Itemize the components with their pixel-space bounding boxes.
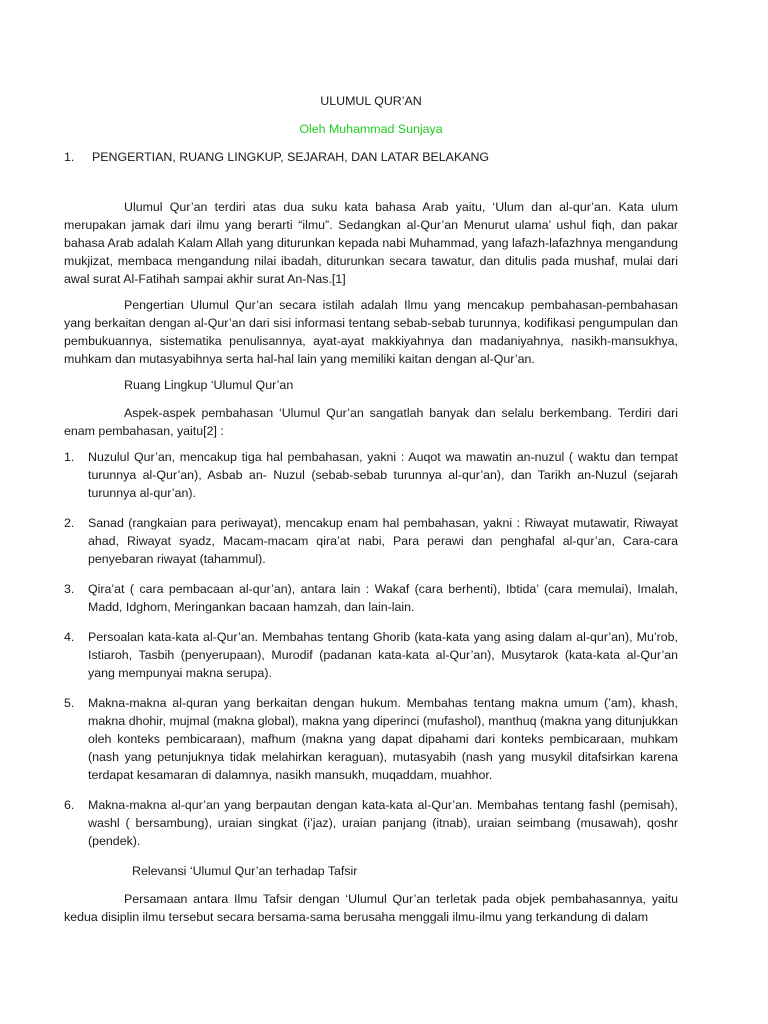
list-text: Nuzulul Qur’an, mencakup tiga hal pembahasan, yakni : Auqot wa mawatin an-nuzul ( waktu dan tempat turunnya al-Qur’an), Asbab an- Nuzul (sebab-sebab turunnya al-qur’an), dan Tarikh an-Nuzul (sejarah turunnya al-qur’an). — [88, 450, 678, 500]
list-number: 2. — [64, 516, 75, 530]
aspects-list — [64, 448, 678, 850]
document-content — [64, 92, 678, 934]
paragraph-relevance: Persamaan antara Ilmu Tafsir dengan ‘Ulumul Qur’an terletak pada objek pembahasannya, yaitu kedua disiplin ilmu tersebut secara bersama-sama berusaha menggali ilmu-ilmu yang terkandung di dalam — [64, 892, 678, 924]
paragraph-definition — [64, 198, 678, 288]
list-number: 3. — [64, 582, 75, 596]
footnote-ref-1[interactable]: [1] — [331, 272, 346, 286]
section-title: PENGERTIAN, RUANG LINGKUP, SEJARAH, DAN LATAR BELAKANG — [92, 150, 490, 164]
list-number: 1. — [64, 450, 75, 464]
list-text: Qira’at ( cara pembacaan al-qur’an), antara lain : Wakaf (cara berhenti), Ibtida’ (cara memulai), Imalah, Madd, Idghom, Meringankan bacaan hamzah, dan lain-lain. — [88, 582, 678, 614]
list-text: Makna-makna al-quran yang berkaitan dengan hukum. Membahas tentang makna umum (’am), khash, makna dhohir, mujmal (makna global), makna yang diperinci (mufashol), manthuq (makna yang ditunjukkan oleh konteks pembicaraan), mafhum (makna yang dapat dipahami dari konteks pembicaraan, muhkam (nash yang petunjuknya tidak melahirkan keraguan), mutasyabih (nash yang musykil ditafsirkan karena terdapat kesamaran di dalamnya, nasikh mansukh, muqaddam, muahhor. — [88, 696, 678, 782]
list-item — [64, 580, 678, 616]
paragraph-aspects — [64, 404, 678, 440]
document-author: Oleh Muhammad Sunjaya — [299, 122, 443, 136]
section-heading — [64, 148, 678, 166]
list-text: Sanad (rangkaian para periwayat), mencakup enam hal pembahasan, yakni : Riwayat mutawatir, Riwayat ahad, Riwayat syadz, Macam-macam qira’at nabi, Para perawi dan penghafal al-qur’an, Cara-cara penyebaran riwayat (tahammul). — [88, 516, 678, 566]
footnote-ref-2[interactable]: [2] — [203, 424, 217, 438]
document-title: ULUMUL QUR’AN — [320, 94, 422, 108]
list-item — [64, 694, 678, 784]
subheading-scope: Ruang Lingkup ‘Ulumul Qur’an — [124, 378, 294, 392]
list-number: 5. — [64, 696, 75, 710]
list-item — [64, 448, 678, 502]
subheading-relevance: Relevansi ‘Ulumul Qur’an terhadap Tafsir — [132, 864, 358, 878]
paragraph-text: Aspek-aspek pembahasan ‘Ulumul Qur’an sangatlah banyak dan selalu berkembang. Terdiri dari enam pembahasan, yaitu — [64, 406, 678, 438]
list-number: 6. — [64, 798, 75, 812]
paragraph-tail: : — [216, 424, 224, 438]
list-number: 4. — [64, 630, 75, 644]
list-item — [64, 796, 678, 850]
list-text: Makna-makna al-qur’an yang berpautan dengan kata-kata al-Qur’an. Membahas tentang fashl (pemisah), washl ( bersambung), uraian singkat (i’jaz), uraian panjang (itnab), uraian seimbang (musawah), qoshr (pendek). — [88, 798, 678, 848]
list-text: Persoalan kata-kata al-Qur’an. Membahas tentang Ghorib (kata-kata yang asing dalam al-qur’an), Mu’rob, Istiaroh, Tasbih (penyerupaan), Murodif (padanan kata-kata al-Qur’an), Musytarok (kata-kata al-Qur’an yang mempunyai makna serupa). — [88, 630, 678, 680]
list-item — [64, 628, 678, 682]
paragraph-terminology: Pengertian Ulumul Qur’an secara istilah adalah Ilmu yang mencakup pembahasan-pembahasan yang berkaitan dengan al-Qur’an dari sisi informasi tentang sebab-sebab turunnya, kodifikasi pengumpulan dan pembukuannya, sistematika penulisannya, ayat-ayat makkiyahnya dan madaniyahnya, nasikh-mansukhya, muhkam dan mutasyabihnya serta hal-hal lain yang memiliki kaitan dengan al-Qur’an. — [64, 298, 678, 366]
section-number: 1. — [64, 150, 75, 164]
list-item — [64, 514, 678, 568]
paragraph-text: Ulumul Qur’an terdiri atas dua suku kata bahasa Arab yaitu, ‘Ulum dan al-qur’an. Kata ulum merupakan jamak dari ilmu yang berarti “ilmu”. Sedangkan al-Qur’an Menurut ulama’ ushul fiqh, dan pakar bahasa Arab adalah Kalam Allah yang diturunkan kepada nabi Muhammad, yang lafazh-lafazhnya mengandung mukjizat, membaca mengandung nilai ibadah, diturunkan secara tawatur, dan ditulis pada mushaf, mulai dari awal surat Al-Fatihah sampai akhir surat An-Nas. — [64, 200, 678, 286]
